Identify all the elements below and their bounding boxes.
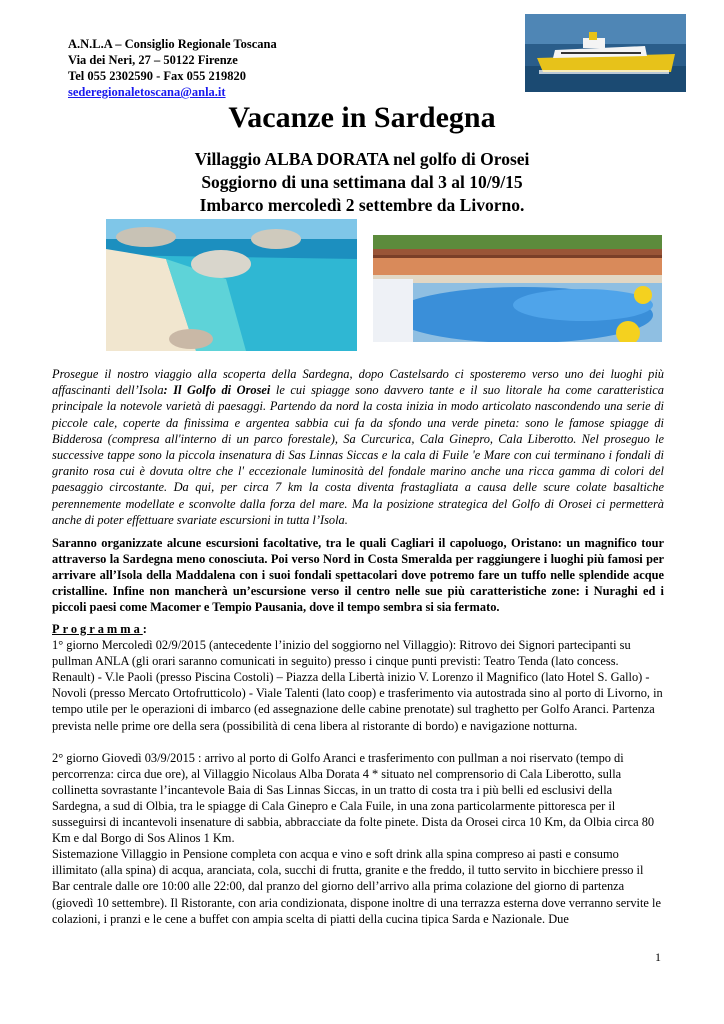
intro-text-rest: le cui spiagge sono davvero tante e il suo litorale ha come caratteristica principale la notevole varietà di paesaggi. Partendo da nord la costa inizia in modo articolato nascondendo una serie di piccole cale, coperte da finissima e argentea sabbia cui fa da sfondo una verde pineta: sono le famose spiagge di Bidderosa (compresa all'interno di un parco forestale), Sa Curcurica, Cala Ginepro, Cala Liberotto. Nel proseguo le successive tappe sono la piccola insenatura di Sas Linnas Siccas e la cala di Fuile 'e Mare con cui terminano i fondali di granito rosa cui è dovuta oltre che l' eccezionale luminosità del fondale marino anche una ricca gamma di colori del paesaggio circostante. Da qui, per circa 7 km la costa diventa frastagliata a causa delle scure colate basaltiche perennemente modellate e sconvolte dalla forza del mare. Ma la posizione strategica del Golfo di Orosei ci permetterà anche di poter effettuare svariate escursioni in tutta l’Isola. bbox=[52, 383, 664, 527]
page-title: Vacanze in Sardegna bbox=[228, 101, 496, 134]
excursions-paragraph: Saranno organizzate alcune escursioni facoltative, tra le quali Cagliari il capoluogo, Oristano: un magnifico tour attraverso la Sardegna meno conosciuta. Poi verso Nord in Costa Smeralda per raggiungere i luoghi più famosi per arrivare all’Isola della Maddalena con i suoi fondali spettacolari dove potremo fare un tuffo nelle splendide acque cristalline. Infine non mancherà un’escursione verso il centro nelle sue più caratteristiche zone: i Nuraghi ed i piccoli paesi come Macomer e Tempio Pausania, dove il tempo sembra si sia fermato. bbox=[52, 536, 664, 615]
ferry-photo bbox=[525, 14, 686, 92]
org-name: A.N.L.A – Consiglio Regionale Toscana bbox=[68, 37, 277, 51]
resort-pool-photo bbox=[373, 235, 662, 342]
email-link[interactable]: sederegionaletoscana@anla.it bbox=[68, 85, 226, 99]
program-heading-colon: : bbox=[142, 622, 147, 636]
subtitle-boarding: Imbarco mercoledì 2 settembre da Livorno. bbox=[199, 195, 525, 215]
subtitle-dates: Soggiorno di una settimana dal 3 al 10/9/15 bbox=[201, 172, 523, 192]
org-phone: Tel 055 2302590 - Fax 055 219820 bbox=[68, 69, 247, 83]
program-heading: Programma bbox=[52, 622, 143, 636]
trip-subtitle bbox=[0, 148, 724, 217]
intro-text-start: Prosegue il nostro viaggio alla scoperta della Sardegna, dopo Castelsardo ci sposteremo verso uno dei luoghi più affascinanti dell’Isola bbox=[52, 367, 664, 398]
subtitle-village: Villaggio ALBA DORATA nel golfo di Orosei bbox=[194, 149, 530, 169]
program-accommodation: Sistemazione Villaggio in Pensione completa con acqua e vino e soft drink alla spina compreso ai pasti e consumo illimitato (alla spina) di acqua, aranciata, cola, succhi di frutta, granite e the freddo, il tutto servito in bicchiere presso il Bar centrale dalle ore 10:00 alle 22:00, dal pranzo del giorno dell’arrivo alla prima colazione del giorno di partenza (giovedì 10 settembre). Il Ristorante, con aria condizionata, dispone inoltre di una terrazza esterna dove verranno servite le colazioni, i pranzi e le cene a buffet con ampia scelta di piatti della cucina tipica Sarda e Nazionale. Due bbox=[52, 847, 661, 926]
page-number: 1 bbox=[655, 950, 661, 964]
program-day-2: 2° giorno Giovedì 03/9/2015 : arrivo al porto di Golfo Aranci e trasferimento con pullman a noi riservato (tempo di percorrenza: circa due ore), al Villaggio Nicolaus Alba Dorata 4 * situato nel comprensorio di Cala Liberotto, sulla collinetta sovrastante l’incantevole Baia di Sas Linnas Siccas, in un tratto di costa tra i più belli ed esclusivi della Sardegna, a sud di Olbia, tra le spiagge di Cala Ginepro e Cala Fuile, in una zona particolarmente pittoresca per il susseguirsi di incantevoli insenature di sabbia, abbracciate da folte pinete. Dista da Orosei circa 10 Km, da Olbia circa 80 Km e dal Borgo di Sos Alinos 1 Km. bbox=[52, 750, 655, 846]
intro-paragraph bbox=[52, 366, 664, 528]
org-address: Via dei Neri, 27 – 50122 Firenze bbox=[68, 53, 238, 67]
beach-photo bbox=[106, 219, 357, 351]
program-day-1: 1° giorno Mercoledì 02/9/2015 (antecedente l’inizio del soggiorno nel Villaggio): Ritrovo dei Signori partecipanti su pullman ANLA (gli orari saranno comunicati in seguito) presso i cinque punti previsti: Teatro Tenda (lato concess. Renault) - V.le Paoli (presso Piscina Costoli) – Piazza della Libertà inizio V. Lorenzo il Magnifico (lato Hotel S. Gallo) - Novoli (presso Mercato Ortofrutticolo) - Viale Talenti (lato coop) e trasferimento via autostrada sino al porto di Livorno, in tempo utile per le operazioni di imbarco (ed assegnazione delle cabine prenotate) sul traghetto per Golfo Aranci. Partenza prevista nelle prime ore della sera (possibilità di cena libera al ristorante di bordo) e navigazione notturna. bbox=[52, 638, 663, 733]
program-section bbox=[52, 621, 664, 927]
letterhead bbox=[68, 36, 277, 100]
intro-golfo-orosei: : Il Golfo di Orosei bbox=[163, 383, 271, 398]
